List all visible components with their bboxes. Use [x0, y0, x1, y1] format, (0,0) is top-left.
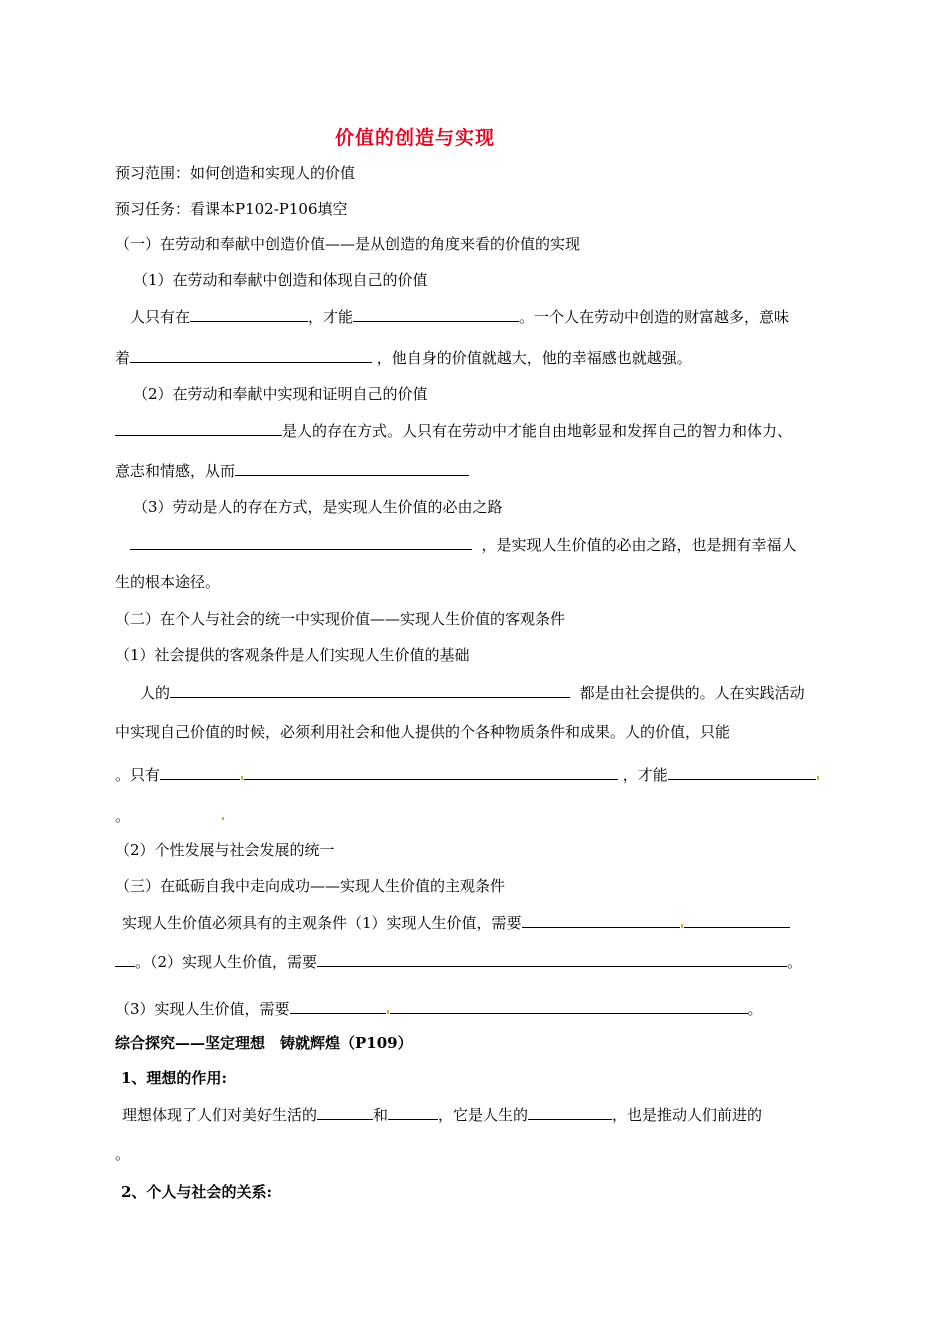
- fill-blank[interactable]: [130, 534, 472, 550]
- fill-blank[interactable]: [528, 1104, 612, 1120]
- fill-blank[interactable]: [170, 682, 570, 698]
- text-fragment: ，它是人生的: [438, 1106, 529, 1124]
- text-fragment: （3）实现人生价值，需要: [115, 1000, 290, 1018]
- fill-blank[interactable]: [190, 306, 308, 322]
- fill-blank[interactable]: [290, 998, 386, 1014]
- inquiry-q1-text: [122, 1104, 852, 1125]
- text-fragment: 是人的存在方式。人只有在劳动中才能自由地彰显和发挥自己的智力和体力、: [282, 422, 793, 440]
- text-fragment: 。: [747, 1000, 763, 1018]
- section1-sentence2: [115, 420, 845, 441]
- section2-para-line3: [115, 764, 845, 785]
- text-fragment: 都是由社会提供的。人在实践活动: [579, 684, 805, 702]
- section2-heading: （二）在个人与社会的统一中实现价值——实现人生价值的客观条件: [115, 610, 566, 628]
- section2-sub2: （2）个性发展与社会发展的统一: [115, 841, 335, 859]
- fill-blank[interactable]: [115, 951, 135, 967]
- preview-task: 预习任务：看课本P102-P106填空: [115, 200, 348, 218]
- mark-dot: [681, 924, 683, 928]
- mark-dot: [222, 817, 224, 820]
- fill-blank[interactable]: [388, 1104, 438, 1120]
- fill-blank[interactable]: [235, 460, 469, 476]
- text-fragment: 实现人生价值必须具有的主观条件（1）实现人生价值，需要: [122, 914, 522, 932]
- section2-sub1: （1）社会提供的客观条件是人们实现人生价值的基础: [115, 646, 470, 664]
- inquiry-q1-end: 。: [115, 1145, 131, 1163]
- mark-dot: [241, 776, 243, 780]
- inquiry-heading: 综合探究——坚定理想 铸就辉煌（P109）: [115, 1034, 413, 1052]
- fill-blank[interactable]: [353, 306, 519, 322]
- text-fragment: 理想体现了人们对美好生活的: [122, 1106, 318, 1124]
- preview-scope: 预习范围：如何创造和实现人的价值: [115, 164, 356, 182]
- fill-blank[interactable]: [160, 764, 240, 780]
- text-fragment: ，才能: [622, 766, 668, 784]
- inquiry-q1: 1、理想的作用:: [121, 1069, 227, 1087]
- section3-line3: [115, 998, 845, 1019]
- page-title: 价值的创造与实现: [334, 127, 495, 149]
- section1-sub1: （1）在劳动和奉献中创造和体现自己的价值: [133, 271, 428, 289]
- fill-blank[interactable]: [130, 347, 372, 363]
- fill-blank[interactable]: [317, 951, 787, 967]
- text-fragment: ，他自身的价值就越大，他的幸福感也就越强。: [376, 349, 692, 367]
- fill-blank[interactable]: [115, 420, 282, 436]
- text-fragment: 人的: [140, 684, 171, 702]
- section1-sentence2-cont: [115, 460, 845, 481]
- mark-dot: [817, 776, 819, 780]
- fill-blank[interactable]: [244, 764, 618, 780]
- text-fragment: 。一个人在劳动中创造的财富越多，意味: [519, 308, 790, 326]
- fill-blank[interactable]: [684, 912, 790, 928]
- fill-blank[interactable]: [390, 998, 748, 1014]
- text-fragment: 和: [373, 1106, 389, 1124]
- section2-para-line2: 中实现自己价值的时候，必须利用社会和他人提供的个各种物质条件和成果。人的价值，只能: [115, 723, 731, 741]
- mark-dot: [387, 1010, 389, 1014]
- text-fragment: ，也是推动人们前进的: [612, 1106, 763, 1124]
- section1-sentence1: [130, 306, 860, 327]
- text-fragment: 意志和情感，从而: [115, 462, 236, 480]
- text-fragment: 。只有: [115, 766, 161, 784]
- section3-heading: （三）在砥砺自我中走向成功——实现人生价值的主观条件: [115, 877, 506, 895]
- text-fragment: ，才能: [308, 308, 354, 326]
- section3-line1: [122, 912, 852, 933]
- section1-sentence1-cont: [115, 347, 845, 368]
- text-fragment: ，是实现人生价值的必由之路，也是拥有幸福人: [481, 536, 797, 554]
- text-fragment: 人只有在: [130, 308, 191, 326]
- section1-sentence3-cont: 生的根本途径。: [115, 573, 221, 591]
- inquiry-q2: 2、个人与社会的关系:: [121, 1183, 272, 1201]
- section2-para-line4: 。: [115, 807, 131, 825]
- fill-blank[interactable]: [317, 1104, 373, 1120]
- section1-sentence3: [130, 534, 860, 555]
- text-fragment: 。（2）实现人生价值，需要: [135, 953, 318, 971]
- section1-sub2: （2）在劳动和奉献中实现和证明自己的价值: [133, 385, 428, 403]
- section1-sub3: （3）劳动是人的存在方式，是实现人生价值的必由之路: [133, 498, 503, 516]
- text-fragment: 着: [115, 349, 131, 367]
- fill-blank[interactable]: [668, 764, 816, 780]
- section3-line2: [115, 951, 845, 972]
- fill-blank[interactable]: [522, 912, 680, 928]
- section2-para-line1: [140, 682, 870, 703]
- text-fragment: 。: [787, 953, 803, 971]
- section1-heading: （一）在劳动和奉献中创造价值——是从创造的角度来看的价值的实现: [115, 235, 581, 253]
